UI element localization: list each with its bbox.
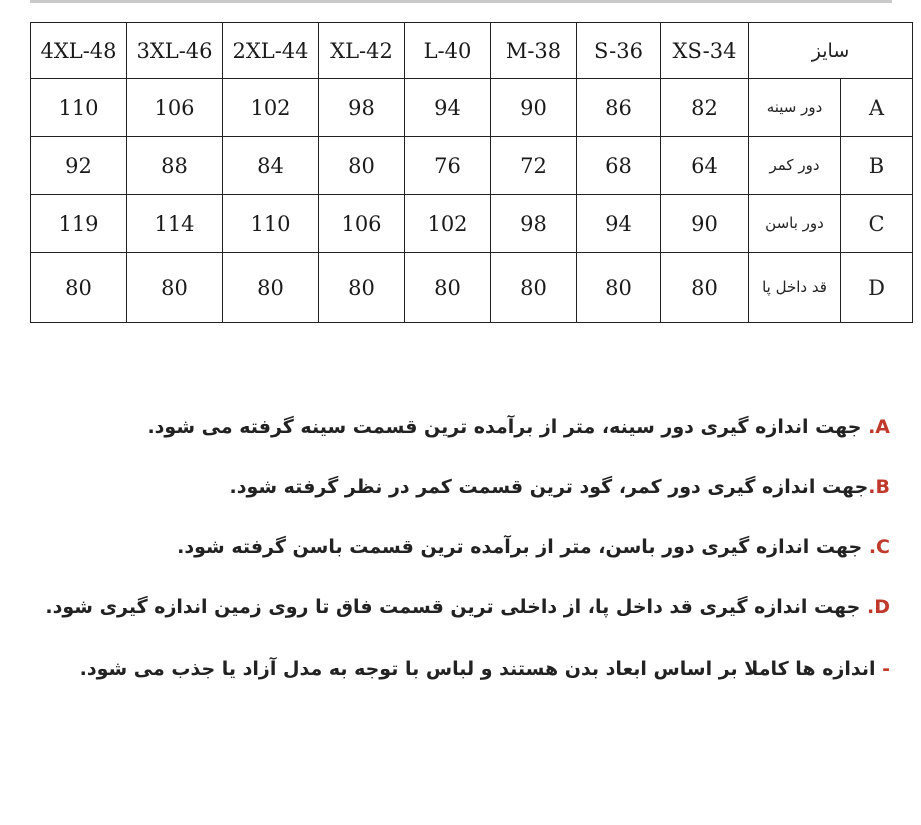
size-header-m: M-38: [491, 23, 577, 79]
table-cell: 80: [31, 253, 127, 323]
table-cell: 80: [577, 253, 661, 323]
table-cell: 80: [661, 253, 749, 323]
size-header-2xl: 2XL-44: [223, 23, 319, 79]
note-marker: C.: [868, 536, 890, 558]
table-cell: 84: [223, 137, 319, 195]
measurement-notes: [40, 408, 890, 712]
note-text: جهت اندازه گیری دور سینه، متر از برآمده ترین قسمت سینه گرفته می شود.: [147, 416, 869, 438]
measure-label: دور سینه: [749, 79, 841, 137]
table-cell: 72: [491, 137, 577, 195]
note-text: اندازه ها کاملا بر اساس ابعاد بدن هستند و لباس با توجه به مدل آزاد یا جذب می شود.: [79, 658, 883, 680]
table-cell: 80: [491, 253, 577, 323]
note-text: جهت اندازه گیری دور کمر، گود ترین قسمت کمر در نظر گرفته شود.: [229, 476, 869, 498]
note-d: [40, 588, 890, 626]
table-cell: 68: [577, 137, 661, 195]
measure-label: قد داخل پا: [749, 253, 841, 323]
table-cell: 82: [661, 79, 749, 137]
note-marker: B.: [868, 476, 890, 498]
table-cell: 106: [127, 79, 223, 137]
table-cell: 114: [127, 195, 223, 253]
row-letter: A: [841, 79, 913, 137]
table-cell: 92: [31, 137, 127, 195]
table-cell: 90: [661, 195, 749, 253]
size-header-xs: XS-34: [661, 23, 749, 79]
table-cell: 80: [319, 253, 405, 323]
table-cell: 106: [319, 195, 405, 253]
table-cell: 80: [127, 253, 223, 323]
table-cell: 90: [491, 79, 577, 137]
table-cell: 110: [223, 195, 319, 253]
table-cell: 86: [577, 79, 661, 137]
table-cell: 110: [31, 79, 127, 137]
size-header-3xl: 3XL-46: [127, 23, 223, 79]
table-cell: 119: [31, 195, 127, 253]
table-cell: 94: [577, 195, 661, 253]
table-cell: 80: [223, 253, 319, 323]
table-row: [31, 79, 913, 137]
size-header-s: S-36: [577, 23, 661, 79]
note-a: [40, 408, 890, 446]
table-row: [31, 137, 913, 195]
table-row: [31, 253, 913, 323]
table-cell: 64: [661, 137, 749, 195]
size-header-l: L-40: [405, 23, 491, 79]
table-row: [31, 195, 913, 253]
size-header-4xl: 4XL-48: [31, 23, 127, 79]
note-marker: A.: [868, 416, 890, 438]
row-letter: C: [841, 195, 913, 253]
note-marker: D.: [867, 596, 890, 618]
table-cell: 80: [319, 137, 405, 195]
note-general: [40, 650, 890, 688]
note-marker: -: [882, 658, 890, 680]
table-cell: 102: [405, 195, 491, 253]
table-cell: 88: [127, 137, 223, 195]
row-letter: B: [841, 137, 913, 195]
size-header-xl: XL-42: [319, 23, 405, 79]
table-cell: 94: [405, 79, 491, 137]
table-cell: 98: [319, 79, 405, 137]
size-chart-table: [30, 22, 913, 323]
note-text: جهت اندازه گیری دور باسن، متر از برآمده ترین قسمت باسن گرفته شود.: [177, 536, 869, 558]
note-text: جهت اندازه گیری قد داخل پا، از داخلی ترین قسمت فاق تا روی زمین اندازه گیری شود.: [45, 596, 867, 618]
row-letter: D: [841, 253, 913, 323]
table-header-row: [31, 23, 913, 79]
note-c: [40, 528, 890, 566]
top-divider: [30, 0, 892, 3]
measure-label: دور کمر: [749, 137, 841, 195]
table-cell: 102: [223, 79, 319, 137]
size-label-header: سایز: [749, 23, 913, 79]
measure-label: دور باسن: [749, 195, 841, 253]
note-b: [40, 468, 890, 506]
table-cell: 80: [405, 253, 491, 323]
table-cell: 98: [491, 195, 577, 253]
table-cell: 76: [405, 137, 491, 195]
